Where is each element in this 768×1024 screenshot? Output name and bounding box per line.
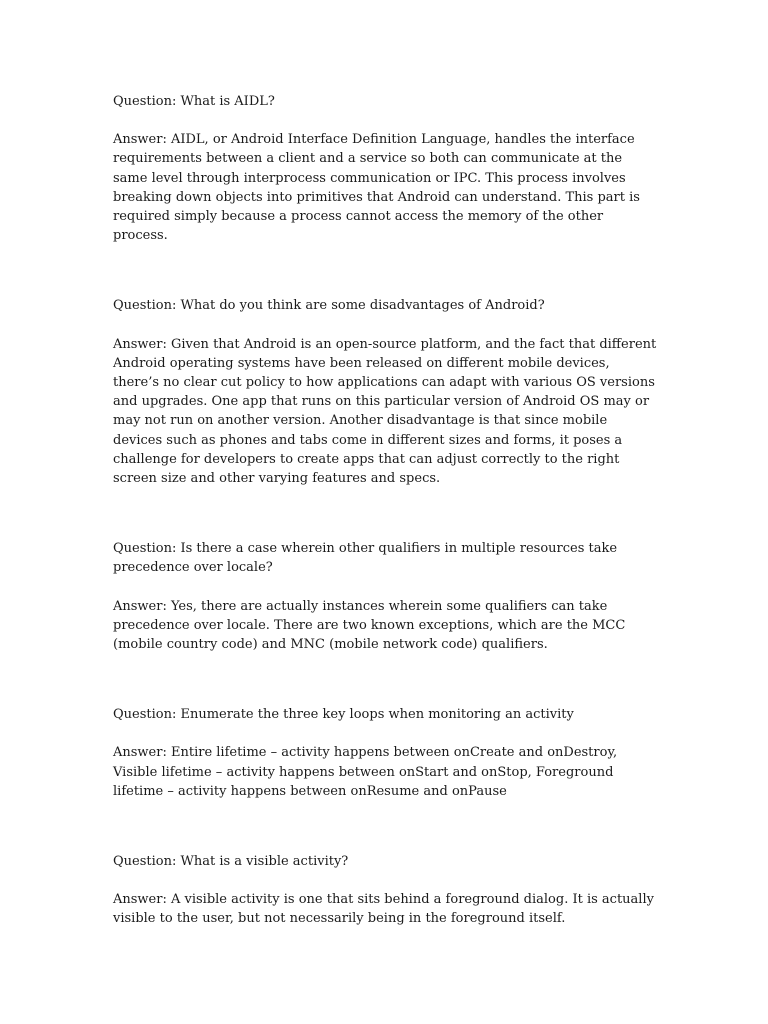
answer-text: Answer: Entire lifetime – activity happens between onCreate and onDestroy, Visible lifetime – activity happens between onStart and onStop, Foreground lifetime – activity happens between onResume and onPause (113, 745, 618, 799)
question-text: Question: What is AIDL? (113, 94, 275, 109)
question-text: Question: Is there a case wherein other qualifiers in multiple resources take precedence over locale? (113, 541, 618, 576)
question-text: Question: Enumerate the three key loops when monitoring an activity (113, 707, 574, 723)
document-page (113, 92, 658, 929)
qa-block-qualifiers (113, 539, 658, 654)
qa-block-disadvantages (113, 296, 658, 488)
answer-text: Answer: AIDL, or Android Interface Definition Language, handles the interface requirements between a client and a service so both can communicate at the same level through interprocess communication or IPC. This process involves breaking down objects into primitives that Android can understand. This part is required simply because a process cannot access the memory of the other process. (113, 132, 640, 244)
qa-block-loops (113, 705, 658, 801)
qa-block-aidl (113, 92, 658, 245)
question-text: Question: What is a visible activity? (113, 854, 349, 870)
answer-text: Answer: A visible activity is one that sits behind a foreground dialog. It is actually visible to the user, but not necessarily being in the foreground itself. (113, 892, 654, 927)
qa-block-visible-activity (113, 852, 658, 929)
question-text: Question: What do you think are some disadvantages of Android? (113, 298, 545, 314)
answer-text: Answer: Given that Android is an open-source platform, and the fact that different Android operating systems have been released on different mobile devices, there’s no clear cut policy to how applications can adapt with various OS versions and upgrades. One app that runs on this particular version of Android OS may or may not run on another version. Another disadvantage is that since mobile devices such as phones and tabs come in different sizes and forms, it poses a challenge for developers to create apps that can adjust correctly to the right screen size and other varying features and specs. (113, 336, 657, 487)
answer-text: Answer: Yes, there are actually instances wherein some qualifiers can take precedence over locale. There are two known exceptions, which are the MCC (mobile country code) and MNC (mobile network code) qualifiers. (113, 598, 626, 653)
